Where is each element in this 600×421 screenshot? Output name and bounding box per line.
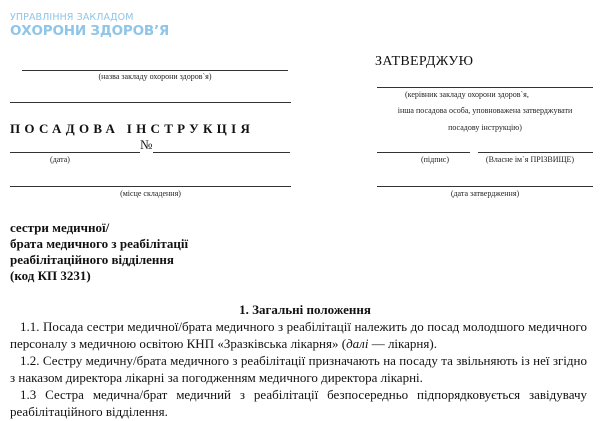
head-caption-3: посадову інструкцію) — [448, 123, 522, 132]
paragraph-1-1-end: — лікарня). — [368, 336, 437, 351]
approval-date-caption: (дата затвердження) — [450, 189, 520, 198]
paragraph-1-1-text: 1.1. Посада сестри медичної/брата медичного з реабілітації належить до посад молодшого медичного персоналу з медичною освітою КНП «Зразківська лікарня» ( — [10, 319, 587, 351]
position-line-1: сестри медичної/ — [10, 220, 110, 235]
approve-heading: ЗАТВЕРДЖУЮ — [375, 54, 474, 69]
head-caption-1: (керівник закладу охорони здоров`я, — [405, 90, 529, 99]
approval-date-line — [377, 186, 593, 187]
institution-name-line — [22, 70, 288, 71]
document-title: ПОСАДОВА ІНСТРУКЦІЯ — [10, 121, 255, 136]
head-caption-2: інша посадова особа, уповноважена затверджувати — [397, 106, 573, 115]
place-caption: (місце складення) — [120, 189, 181, 198]
logo-line-1: УПРАВЛІННЯ ЗАКЛАДОМ — [10, 12, 134, 23]
signature-caption: (підпис) — [420, 155, 449, 164]
date-caption: (дата) — [50, 155, 70, 164]
publisher-logo — [10, 13, 169, 38]
position-code: (код КП 3231) — [10, 268, 91, 283]
number-sign: № — [140, 137, 153, 152]
name-caption: (Власне ім`я ПРІЗВИЩЕ) — [485, 155, 575, 164]
section-1-title: 1. Загальні положення — [239, 302, 371, 317]
paragraph-1-1 — [10, 318, 587, 352]
paragraph-1-2: 1.2. Сестру медичну/брата медичного з реабілітації призначають на посаду та звільняють із неї згідно з наказом директора лікарні за погодженням медичного директора лікарні. — [10, 353, 587, 385]
paragraph-1-1-italic: далі — [346, 336, 369, 351]
head-line — [377, 87, 593, 88]
logo-line-2: ОХОРОНИ ЗДОРОВ’Я — [10, 22, 170, 39]
position-title — [10, 220, 188, 284]
number-line — [153, 152, 290, 153]
date-line — [10, 152, 140, 153]
position-line-3: реабілітаційного відділення — [10, 252, 174, 267]
signature-line — [377, 152, 470, 153]
place-line — [10, 186, 291, 187]
name-line — [478, 152, 593, 153]
institution-name-caption: (назва закладу охорони здоров`я) — [98, 72, 212, 81]
position-line-2: брата медичного з реабілітації — [10, 236, 189, 251]
section-1-body — [10, 318, 587, 420]
institution-name-line-2 — [10, 102, 291, 103]
paragraph-1-3: 1.3 Сестра медична/брат медичний з реабілітації безпосередньо підпорядковується завідувачу реабілітаційного відділення. — [10, 387, 587, 419]
